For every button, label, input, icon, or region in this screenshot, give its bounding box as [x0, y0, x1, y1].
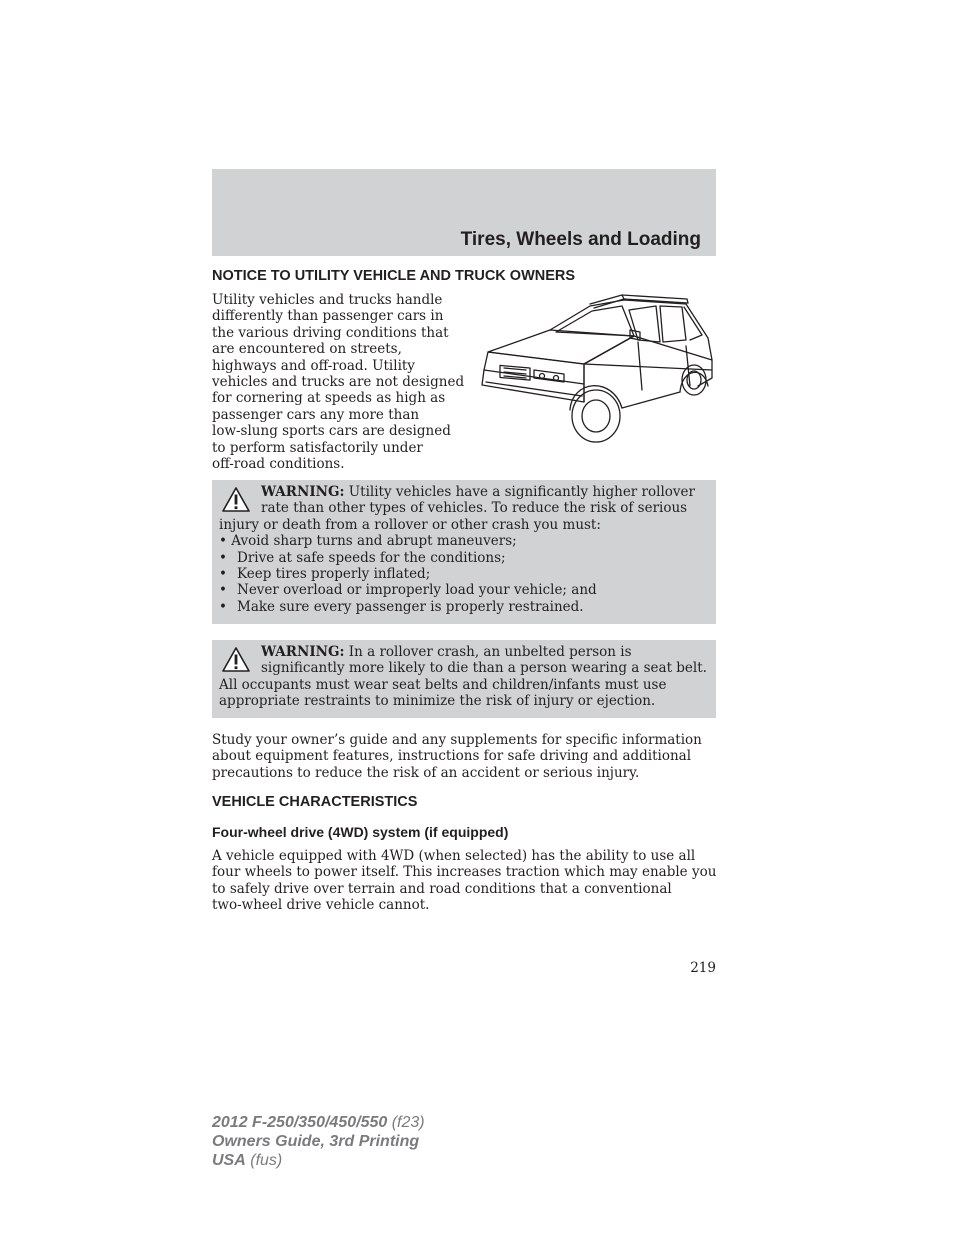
warning-bullet — [219, 533, 716, 549]
intro-line: are encountered on streets, — [212, 341, 402, 358]
footer-line-region — [212, 1151, 425, 1170]
paragraph-line: Study your owner’s guide and any supplements for specific information — [212, 732, 702, 748]
warning-line: rate than other types of vehicles. To reduce the risk of serious — [261, 500, 688, 517]
warning-box-seat-belt — [212, 640, 716, 718]
footer-line-edition — [212, 1132, 425, 1151]
warning-label: WARNING: — [261, 644, 345, 660]
chapter-title: Tires, Wheels and Loading — [460, 229, 701, 250]
warning-text: Utility vehicles have a significantly higher rollover — [348, 484, 695, 500]
warning-bullet — [219, 550, 716, 566]
intro-paragraph — [212, 292, 467, 472]
warning-line — [219, 484, 716, 500]
bullet-text: Drive at safe speeds for the conditions; — [237, 549, 506, 566]
study-guide-paragraph — [212, 732, 722, 781]
paragraph-line: A vehicle equipped with 4WD (when selected) has the ability to use all — [212, 848, 696, 864]
footer-edition: Owners Guide, 3rd Printing — [212, 1133, 420, 1150]
bullet-mark: • — [219, 533, 227, 550]
page-number: 219 — [690, 960, 716, 976]
warning-text: In a rollover crash, an unbelted person is — [348, 644, 632, 660]
bullet-text: Never overload or improperly load your vehicle; and — [237, 582, 597, 599]
warning-line: appropriate restraints to minimize the risk of injury or ejection. — [219, 693, 656, 710]
intro-line: highways and off-road. Utility — [212, 357, 415, 374]
intro-line: off-road conditions. — [212, 456, 345, 473]
intro-line: low-slung sports cars are designed — [212, 423, 451, 440]
bullet-mark: • — [219, 598, 227, 615]
intro-line: passenger cars any more than — [212, 406, 420, 423]
paragraph-line: about equipment features, instructions for safe driving and additional — [212, 748, 692, 765]
bullet-mark: • — [219, 566, 227, 583]
subsection-heading-4wd: Four-wheel drive (4WD) system (if equipped) — [212, 824, 509, 840]
intro-line: Utility vehicles and trucks handle — [212, 292, 443, 308]
warning-bullet — [219, 599, 716, 615]
warning-line: injury or death from a rollover or other crash you must: — [219, 516, 601, 533]
intro-line: the various driving conditions that — [212, 324, 449, 341]
bullet-text: Keep tires properly inflated; — [237, 566, 431, 583]
footer-model-code: (f23) — [391, 1114, 425, 1131]
section-heading-vehicle-characteristics: VEHICLE CHARACTERISTICS — [212, 794, 418, 810]
warning-box-rollover-risk — [212, 480, 716, 624]
paragraph-line: precautions to reduce the risk of an accident or serious injury. — [212, 764, 640, 781]
intro-line: differently than passenger cars in — [212, 308, 444, 325]
warning-bullet — [219, 582, 716, 598]
intro-line: for cornering at speeds as high as — [212, 390, 446, 407]
bullet-text: Make sure every passenger is properly restrained. — [237, 598, 584, 615]
bullet-text: Avoid sharp turns and abrupt maneuvers; — [231, 533, 517, 550]
paragraph-line: two-wheel drive vehicle cannot. — [212, 897, 430, 914]
footer-line-model — [212, 1113, 425, 1132]
warning-line — [219, 644, 716, 660]
footer-region-code: (fus) — [250, 1152, 283, 1169]
footer-region: USA — [212, 1152, 246, 1169]
4wd-paragraph — [212, 848, 722, 914]
warning-line: All occupants must wear seat belts and children/infants must use — [219, 676, 667, 693]
document-footer — [212, 1113, 425, 1170]
bullet-mark: • — [219, 549, 227, 566]
warning-label: WARNING: — [261, 484, 345, 500]
footer-model: 2012 F-250/350/450/550 — [212, 1114, 388, 1131]
section-heading-utility-notice: NOTICE TO UTILITY VEHICLE AND TRUCK OWNERS — [212, 268, 576, 284]
paragraph-line: to safely drive over terrain and road conditions that a conventional — [212, 880, 672, 897]
intro-line: to perform satisfactorily under — [212, 439, 423, 456]
warning-triangle-icon — [221, 486, 251, 513]
warning-line: significantly more likely to die than a person wearing a seat belt. — [261, 660, 707, 677]
paragraph-line: four wheels to power itself. This increases traction which may enable you — [212, 864, 717, 881]
warning-triangle-icon — [221, 646, 251, 673]
warning-bullet — [219, 566, 716, 582]
suv-illustration — [472, 290, 717, 445]
chapter-header-band — [212, 169, 716, 256]
bullet-mark: • — [219, 582, 227, 599]
intro-line: vehicles and trucks are not designed — [212, 374, 465, 391]
